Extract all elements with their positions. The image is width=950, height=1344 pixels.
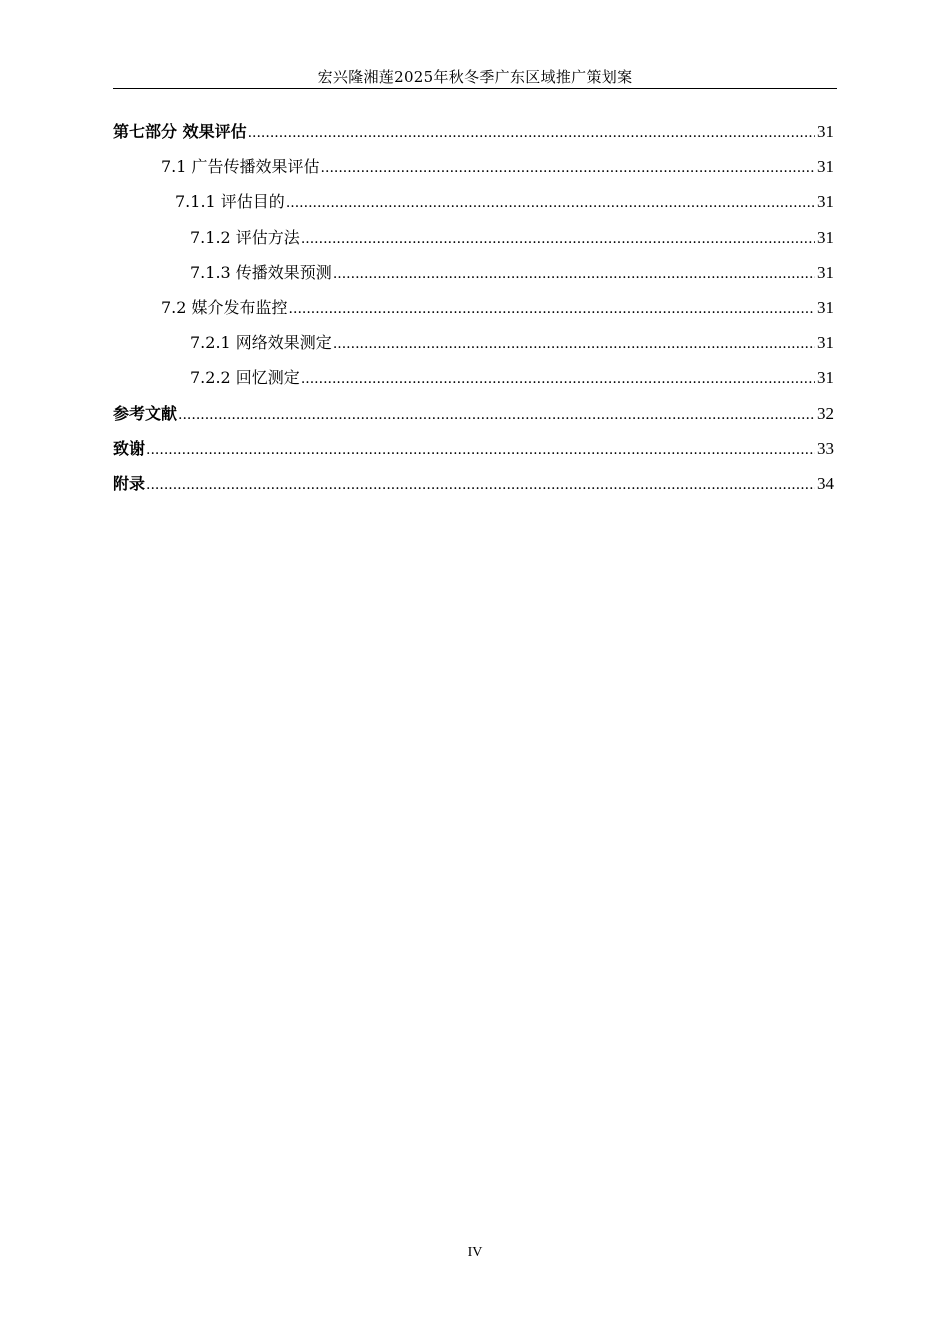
toc-entry-label: 致谢: [113, 438, 146, 458]
toc-dot-leader: [286, 189, 815, 217]
document-title: 宏兴隆湘莲2025年秋冬季广东区域推广策划案: [317, 68, 633, 86]
toc-dot-leader: [333, 260, 815, 288]
page-footer: [0, 1245, 950, 1261]
page-number: IV: [467, 1245, 483, 1260]
toc-entry-page: 31: [817, 333, 834, 353]
toc-dot-leader: [301, 225, 815, 253]
toc-entry[interactable]: [113, 329, 834, 364]
toc-entry-label: 7.1 广告传播效果评估: [161, 157, 320, 177]
toc-entry-page: 31: [817, 192, 834, 212]
toc-entry-page: 33: [817, 438, 834, 458]
toc-dot-leader: [178, 401, 815, 429]
toc-entry[interactable]: [113, 188, 834, 223]
toc-entry-page: 32: [817, 403, 834, 423]
toc-entry[interactable]: [113, 470, 834, 505]
toc-entry-label: 7.1.3 传播效果预测: [190, 262, 332, 282]
toc-entry-page: 31: [817, 227, 834, 247]
toc-dot-leader: [146, 471, 815, 499]
page-header: [113, 66, 837, 89]
toc-entry-label: 7.1.1 评估目的: [175, 192, 285, 212]
toc-entry-page: 31: [817, 122, 834, 141]
toc-dot-leader: [146, 436, 815, 464]
toc-entry-label: 7.2.2 回忆测定: [190, 368, 300, 388]
toc-entry-page: 31: [817, 157, 834, 177]
toc-entry-label: 7.2 媒介发布监控: [161, 297, 288, 317]
toc-entry[interactable]: [113, 118, 834, 153]
toc-entry[interactable]: [113, 224, 834, 259]
toc-entry-page: 31: [817, 368, 834, 388]
toc-dot-leader: [333, 330, 815, 358]
toc-entry-page: 31: [817, 297, 834, 317]
toc-entry[interactable]: [113, 259, 834, 294]
toc-dot-leader: [289, 295, 815, 323]
toc-entry[interactable]: [113, 364, 834, 399]
toc-entry-page: 34: [817, 473, 834, 493]
toc-dot-leader: [301, 365, 815, 393]
toc-entry[interactable]: [113, 294, 834, 329]
toc-entry-label: 附录: [113, 473, 146, 493]
table-of-contents: [113, 118, 834, 505]
toc-dot-leader: [248, 119, 815, 147]
toc-entry-label: 参考文献: [113, 403, 178, 423]
toc-entry-page: 31: [817, 262, 834, 282]
toc-entry[interactable]: [113, 435, 834, 470]
toc-entry-label: 第七部分 效果评估: [113, 122, 247, 141]
toc-dot-leader: [321, 154, 815, 182]
toc-entry[interactable]: [113, 153, 834, 188]
toc-entry[interactable]: [113, 400, 834, 435]
toc-entry-label: 7.2.1 网络效果测定: [190, 333, 332, 353]
toc-entry-label: 7.1.2 评估方法: [190, 227, 300, 247]
